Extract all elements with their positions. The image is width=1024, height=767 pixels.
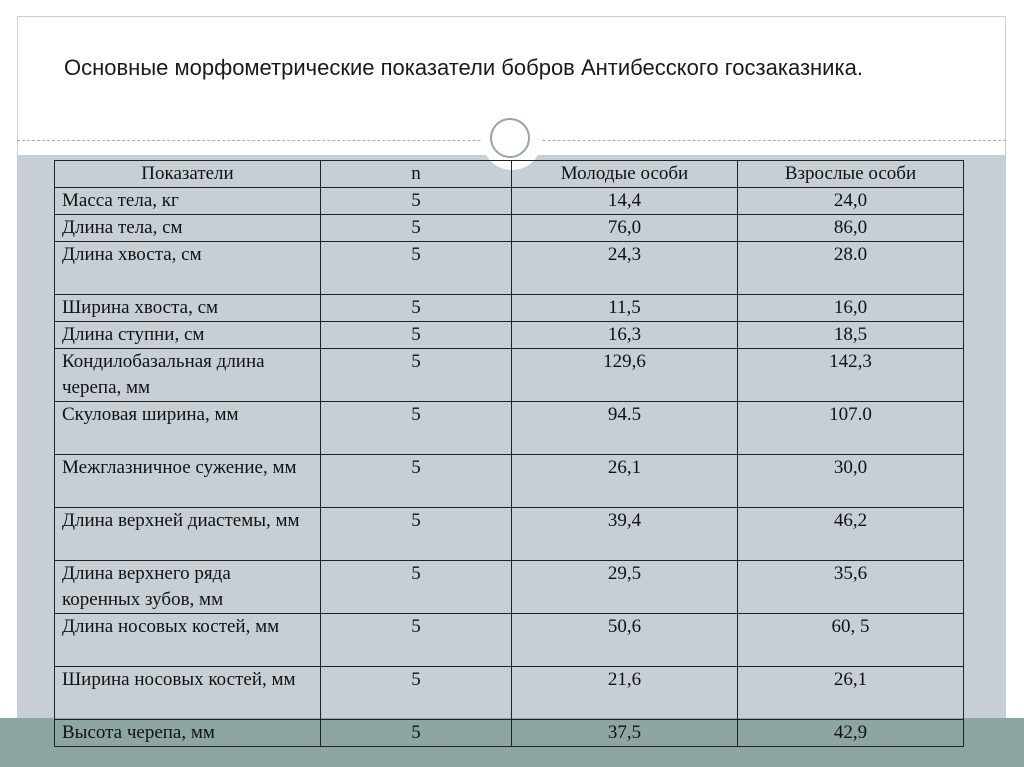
table-header-row xyxy=(55,161,964,188)
header-indicator: Показатели xyxy=(55,161,321,188)
table-row xyxy=(55,188,964,215)
row-young: 94.5 xyxy=(512,402,738,455)
row-young: 24,3 xyxy=(512,242,738,295)
row-adult: 16,0 xyxy=(738,295,964,322)
row-young: 16,3 xyxy=(512,322,738,349)
row-n: 5 xyxy=(321,455,512,508)
row-young: 14,4 xyxy=(512,188,738,215)
row-n: 5 xyxy=(321,242,512,295)
row-adult: 142,3 xyxy=(738,349,964,402)
table-row xyxy=(55,215,964,242)
row-name: Скуловая ширина, мм xyxy=(55,402,321,455)
row-young: 76,0 xyxy=(512,215,738,242)
row-young: 37,5 xyxy=(512,720,738,747)
header-n: n xyxy=(321,161,512,188)
row-adult: 35,6 xyxy=(738,561,964,614)
row-n: 5 xyxy=(321,295,512,322)
row-n: 5 xyxy=(321,561,512,614)
row-adult: 60, 5 xyxy=(738,614,964,667)
row-adult: 18,5 xyxy=(738,322,964,349)
row-young: 129,6 xyxy=(512,349,738,402)
slide-title: Основные морфометрические показатели бобров Антибесского госзаказника. xyxy=(64,55,863,80)
row-n: 5 xyxy=(321,188,512,215)
table-row xyxy=(55,295,964,322)
row-name: Длина верхнего ряда коренных зубов, мм xyxy=(55,561,321,614)
row-name: Ширина хвоста, см xyxy=(55,295,321,322)
row-adult: 46,2 xyxy=(738,508,964,561)
row-name: Ширина носовых костей, мм xyxy=(55,667,321,720)
table-row xyxy=(55,720,964,747)
row-name: Длина хвоста, см xyxy=(55,242,321,295)
row-adult: 107.0 xyxy=(738,402,964,455)
row-name: Масса тела, кг xyxy=(55,188,321,215)
morphometric-table xyxy=(54,160,964,747)
row-n: 5 xyxy=(321,349,512,402)
row-n: 5 xyxy=(321,402,512,455)
row-n: 5 xyxy=(321,508,512,561)
row-young: 26,1 xyxy=(512,455,738,508)
row-adult: 26,1 xyxy=(738,667,964,720)
header-adult: Взрослые особи xyxy=(738,161,964,188)
table-row xyxy=(55,322,964,349)
row-n: 5 xyxy=(321,720,512,747)
row-name: Высота черепа, мм xyxy=(55,720,321,747)
table-row xyxy=(55,667,964,720)
table-row xyxy=(55,561,964,614)
row-n: 5 xyxy=(321,215,512,242)
table-row xyxy=(55,455,964,508)
row-young: 11,5 xyxy=(512,295,738,322)
row-adult: 28.0 xyxy=(738,242,964,295)
row-name: Длина верхней диастемы, мм xyxy=(55,508,321,561)
table-row xyxy=(55,508,964,561)
row-young: 29,5 xyxy=(512,561,738,614)
table-row xyxy=(55,402,964,455)
table-row xyxy=(55,349,964,402)
row-name: Межглазничное сужение, мм xyxy=(55,455,321,508)
row-adult: 42,9 xyxy=(738,720,964,747)
row-n: 5 xyxy=(321,322,512,349)
row-adult: 30,0 xyxy=(738,455,964,508)
table-row xyxy=(55,242,964,295)
row-young: 50,6 xyxy=(512,614,738,667)
row-name: Длина ступни, см xyxy=(55,322,321,349)
header-young: Молодые особи xyxy=(512,161,738,188)
row-n: 5 xyxy=(321,667,512,720)
row-adult: 86,0 xyxy=(738,215,964,242)
row-name: Длина носовых костей, мм xyxy=(55,614,321,667)
ring-inner xyxy=(490,118,530,158)
row-name: Длина тела, см xyxy=(55,215,321,242)
row-n: 5 xyxy=(321,614,512,667)
table-row xyxy=(55,614,964,667)
row-young: 21,6 xyxy=(512,667,738,720)
row-adult: 24,0 xyxy=(738,188,964,215)
row-name: Кондилобазальная длина черепа, мм xyxy=(55,349,321,402)
row-young: 39,4 xyxy=(512,508,738,561)
